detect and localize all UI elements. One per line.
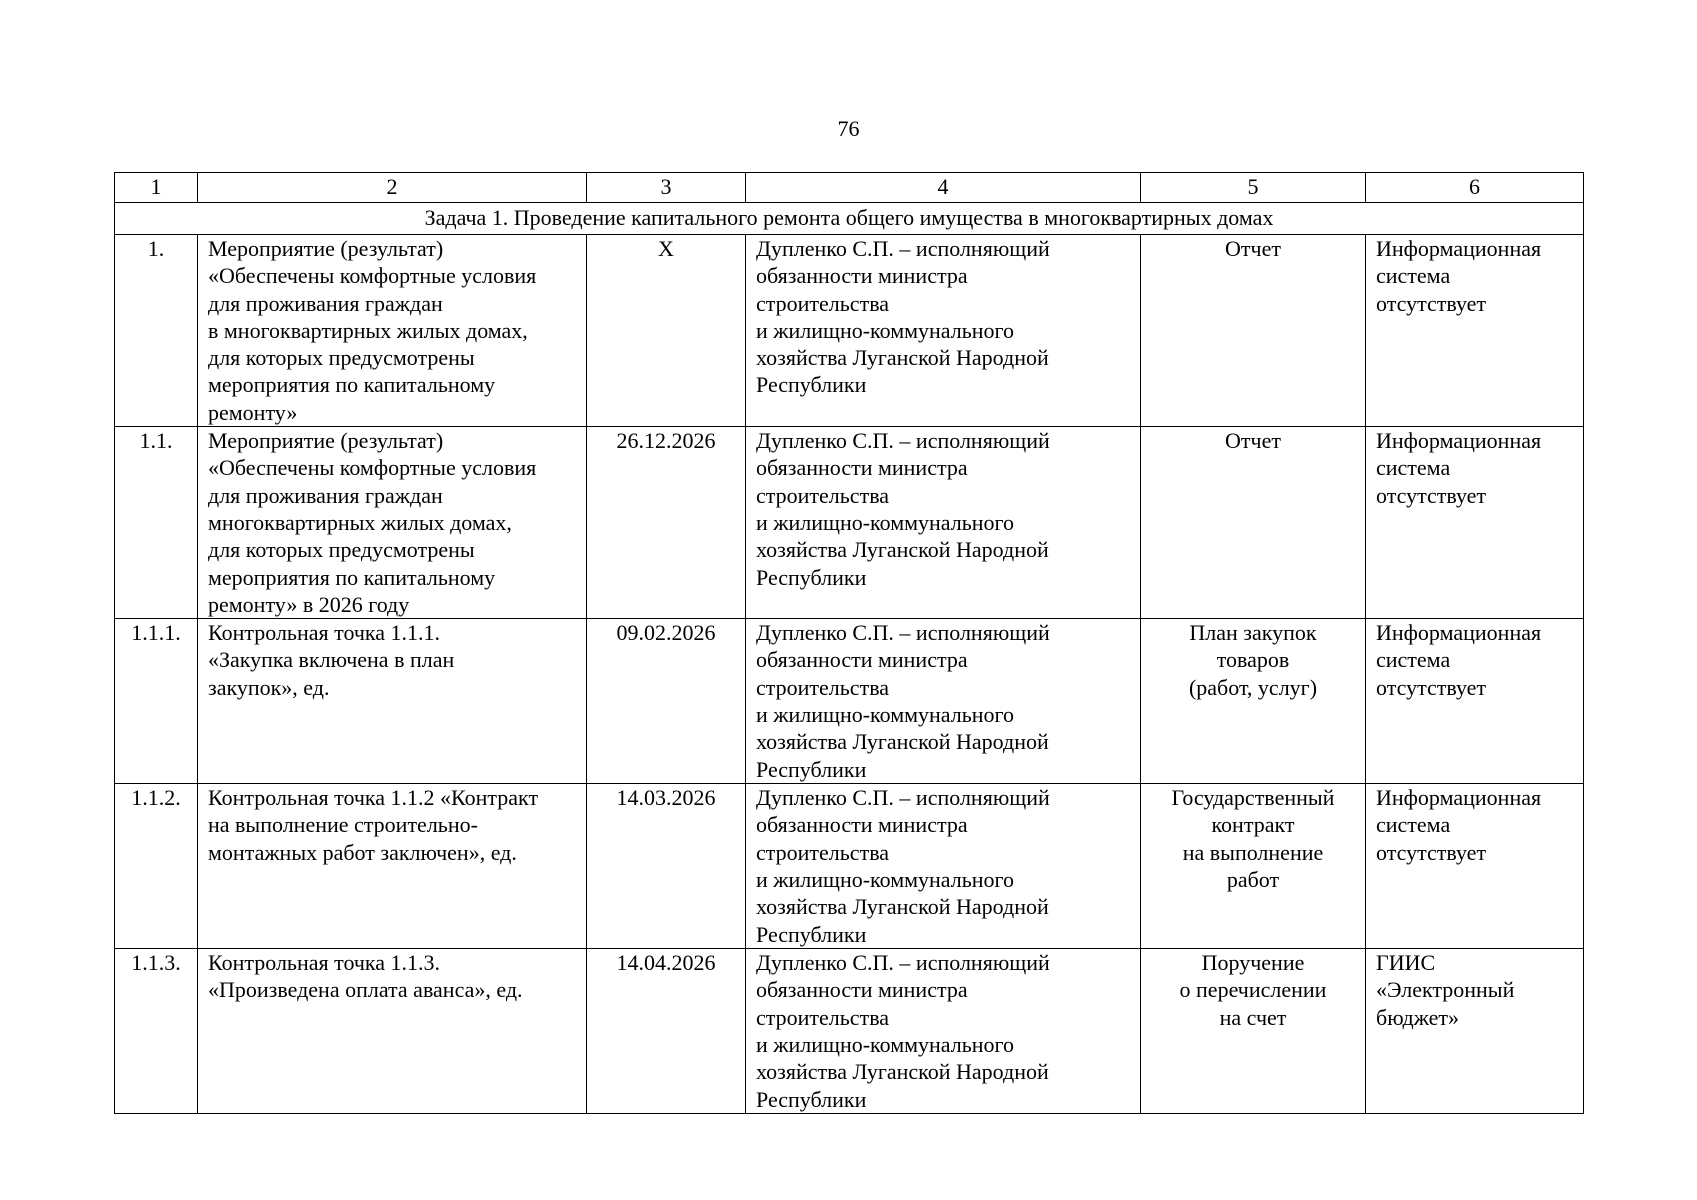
table-row [115, 427, 1584, 619]
row-responsible: Дупленко С.П. – исполняющий обязанности министра строительства и жилищно-коммунального хозяйства Луганской Народной Республики [746, 784, 1141, 949]
row-date: 14.04.2026 [587, 949, 746, 1114]
table-row [115, 784, 1584, 949]
row-number: 1.1.3. [115, 949, 198, 1114]
row-date: 26.12.2026 [587, 427, 746, 619]
row-information-system: Информационная система отсутствует [1366, 427, 1584, 619]
column-number-6: 6 [1366, 173, 1584, 203]
row-responsible: Дупленко С.П. – исполняющий обязанности министра строительства и жилищно-коммунального хозяйства Луганской Народной Республики [746, 619, 1141, 784]
row-description: Контрольная точка 1.1.2 «Контракт на выполнение строительно- монтажных работ заключен», ед. [198, 784, 587, 949]
row-information-system: Информационная система отсутствует [1366, 784, 1584, 949]
row-document: План закупок товаров (работ, услуг) [1141, 619, 1366, 784]
row-information-system: Информационная система отсутствует [1366, 619, 1584, 784]
row-description: Контрольная точка 1.1.3. «Произведена оплата аванса», ед. [198, 949, 587, 1114]
table-row [115, 619, 1584, 784]
row-responsible: Дупленко С.П. – исполняющий обязанности министра строительства и жилищно-коммунального хозяйства Луганской Народной Республики [746, 235, 1141, 427]
row-date: X [587, 235, 746, 427]
row-description: Мероприятие (результат) «Обеспечены комфортные условия для проживания граждан многоквартирных жилых домах, для которых предусмотрены мероприятия по капитальному ремонту» в 2026 году [198, 427, 587, 619]
column-number-row [115, 173, 1584, 203]
row-description: Контрольная точка 1.1.1. «Закупка включена в план закупок», ед. [198, 619, 587, 784]
row-number: 1.1. [115, 427, 198, 619]
page-number: 76 [837, 116, 860, 141]
row-responsible: Дупленко С.П. – исполняющий обязанности министра строительства и жилищно-коммунального хозяйства Луганской Народной Республики [746, 949, 1141, 1114]
row-description: Мероприятие (результат) «Обеспечены комфортные условия для проживания граждан в многоквартирных жилых домах, для которых предусмотрены мероприятия по капитальному ремонту» [198, 235, 587, 427]
section-title: Задача 1. Проведение капитального ремонта общего имущества в многоквартирных домах [115, 203, 1584, 235]
row-document: Отчет [1141, 427, 1366, 619]
table-row [115, 235, 1584, 427]
row-number: 1.1.2. [115, 784, 198, 949]
row-date: 09.02.2026 [587, 619, 746, 784]
row-responsible: Дупленко С.П. – исполняющий обязанности министра строительства и жилищно-коммунального хозяйства Луганской Народной Республики [746, 427, 1141, 619]
row-information-system: Информационная система отсутствует [1366, 235, 1584, 427]
row-information-system: ГИИС «Электронный бюджет» [1366, 949, 1584, 1114]
row-document: Государственный контракт на выполнение работ [1141, 784, 1366, 949]
row-date: 14.03.2026 [587, 784, 746, 949]
row-document: Поручение о перечислении на счет [1141, 949, 1366, 1114]
column-number-4: 4 [746, 173, 1141, 203]
column-number-5: 5 [1141, 173, 1366, 203]
row-number: 1. [115, 235, 198, 427]
table-row [115, 949, 1584, 1114]
row-number: 1.1.1. [115, 619, 198, 784]
column-number-3: 3 [587, 173, 746, 203]
column-number-1: 1 [115, 173, 198, 203]
section-row [115, 203, 1584, 235]
column-number-2: 2 [198, 173, 587, 203]
row-document: Отчет [1141, 235, 1366, 427]
control-points-table [114, 172, 1584, 1114]
